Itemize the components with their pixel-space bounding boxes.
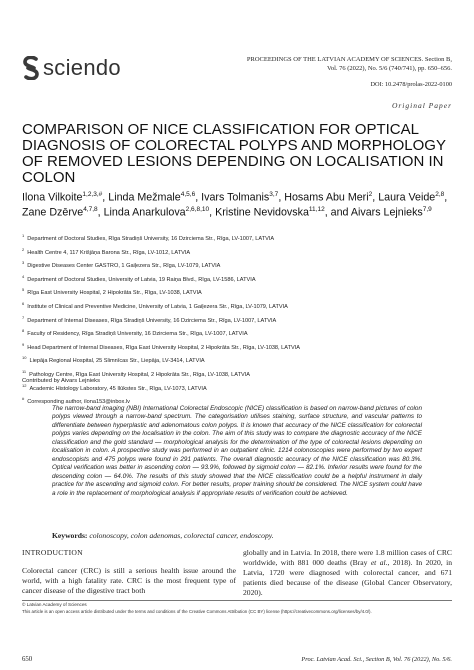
affiliation-number: 8	[22, 328, 25, 334]
journal-citation	[222, 55, 452, 73]
affiliation-item	[22, 245, 462, 259]
author-name: Zane Dzērve	[22, 206, 84, 219]
keywords	[52, 531, 422, 540]
author-list: Ilona Vilkoite$^{1,2,3,\#}$, Linda Mežmale$^{4,5,6}$, Ivars Tolmanis$^{3,7}$, Hosams Abu Meri$^2$, Laura Veide$^{2,8}$, Zane Dzērve$^{4,7,8}$, Linda Anarkulova$^{2,6,8,10}$, Kristine Nevidovska$^{11,12}$, and Aivars Lejnieks$^{7,9}$	[22, 191, 448, 219]
author-affiliation-marker: 3,7	[269, 191, 279, 198]
section-heading-introduction: INTRODUCTION	[22, 548, 83, 557]
affiliation-text: Rīga East University Hospital, 2 Hipokrāta Str., Rīga, LV-1038, LATVIA	[27, 290, 202, 297]
affiliation-text: Department of Doctoral Studies, Rīga Stradiņš University, 16 Dzirciema Str., Rīga, LV-1007, LATVIA	[27, 235, 275, 242]
author-name: Ivars Tolmanis	[201, 191, 270, 204]
affiliation-number: 7	[22, 314, 25, 320]
affiliation-text: Department of Internal Diseases, Rīga Stradiņš University, 16 Dzirciema Str., Rīga, LV-1007, LATVIA	[27, 317, 277, 324]
footnote-divider	[22, 600, 452, 601]
affiliation-item	[22, 272, 462, 286]
running-footer: Proc. Latvian Acad. Sci., Section B, Vol. 76 (2022), No. 5/6.	[301, 656, 452, 663]
affiliation-number: 12	[22, 382, 27, 388]
author-affiliation-marker: 2	[368, 191, 373, 198]
affiliation-item	[22, 285, 462, 299]
affiliation-number: 4	[22, 273, 25, 279]
author-affiliation-marker: 4,7,8	[83, 206, 98, 214]
affiliation-text: Digestive Diseases Center GASTRO, 1 Gaiļezera Str., Rīga, LV-1079, LATVIA	[27, 263, 221, 270]
keywords-label: Keywords:	[52, 531, 88, 540]
sciendo-s-logo-icon	[22, 56, 40, 80]
author-affiliation-marker: 4,5,6	[180, 191, 196, 198]
author-affiliation-marker: 11,12	[308, 206, 325, 214]
affiliation-text: Department of Doctoral Studies, University of Latvia, 19 Raiņa Blvd., Rīga, LV-1586, LATVIA	[27, 276, 256, 283]
affiliation-number: 3	[22, 260, 25, 266]
author-affiliation-marker: 1,2,3,#	[82, 191, 103, 198]
affiliation-number: 1	[22, 233, 25, 238]
affiliation-number: 2	[22, 246, 25, 252]
contributed-by: Contributed by Aivars Lejnieks	[22, 378, 100, 384]
affiliation-text: Faculty of Residency, Rīga Stradiņš University, 16 Dzirciema Str., Rīga, LV-1007, LATVIA	[27, 331, 248, 338]
affiliation-number: 10	[22, 355, 27, 361]
affiliation-text: Head Department of Internal Diseases, Rīga East University Hospital, 2 Hipokrāta Str., Rīga, LV-1038, LATVIA	[27, 344, 301, 351]
intro-text-right-column: globally and in Latvia. In 2018, there were 1.8 million cases of CRC worldwide, with 881 000 deaths (Bray et al., 2018). In 2020, in Latvia, 1720 were diagnosed with colorectal cancer, and 671 patients died because of the disease (Global Cancer Observatory, 2020).	[243, 548, 452, 598]
paper-title: COMPARISON OF NICE CLASSIFICATION FOR OPTICAL DIAGNOSIS OF COLORECTAL POLYPS AND MORPHOLOGY OF REMOVED LESIONS DEPENDING ON LOCALISATION IN COLON	[22, 121, 446, 186]
affiliation-item	[22, 326, 462, 340]
affiliation-text: Corresponding author, ilona153@inbox.lv	[27, 399, 130, 406]
author-name: and Aivars Lejnieks	[330, 206, 423, 219]
author-name: Ilona Vilkoite	[22, 191, 83, 204]
abstract: The narrow-band imaging (NBI) International Colorectal Endoscopic (NICE) classification is based on narrow-band pictures of colon polyps viewed through a narrow-band spectrum. The categorisation utilises staining, surface structure, and vascular patterns to differentiate between hyperplastic and adenomatous colon polyps. It is known that accuracy of the NICE classification for colorectal polyps varies depending on the localisation in the colon. The aim of this study was to compare the diagnostic accuracy of the NICE classification and the gold standard — morphological analysis for the determination of the type of colorectal lesions depending on localisation in colon. A prospective study was performed in an outpatient clinic. 1214 colonoscopies were performed by two expert endoscopists and 475 polyps were found in 291 patients. The overall diagnostic accuracy of the NICE classification was 80.3%. Optical verification was better in ascending colon — 93.9%, followed by sigmoid colon — 82.1%. Inferior results were found for the descending colon — 64.0%. The results of this study showed that the NICE classification could be a helpful instrument in daily practice for the ascending and sigmoid colon. For better results, proper training should be considered. The NICE system could have a role in the replacement of morphological analysis if appropriate results of verification could be achieved.	[52, 405, 422, 497]
author-name: Laura Veide	[378, 191, 436, 204]
affiliation-number: #	[22, 396, 25, 402]
license-notice: This article is an open access article distributed under the terms and conditions of the Creative Commons Attribution (CC BY) license (https://creativecommons.org/licenses/by/4.0/).	[22, 609, 372, 614]
author-name: Linda Anarkulova	[103, 206, 186, 219]
affiliation-text: Academic Histology Laboratory, 45 Ilūkstes Str., Rīga, LV-1073, LATVIA	[29, 385, 207, 392]
author-affiliation-marker: 2,8	[435, 191, 445, 198]
affiliation-number: 9	[22, 341, 25, 347]
affiliation-number: 5	[22, 287, 25, 293]
affiliation-item	[22, 258, 462, 272]
affiliation-text: Institute of Clinical and Preventive Medicine, University of Latvia, 1 Gaiļezera Str., Rīga, LV-1079, LATVIA	[27, 303, 288, 310]
affiliation-number: 6	[22, 301, 25, 307]
affiliation-text: Pathology Centre, Rīga East University Hospital, 2 Hipokrāta Str., Rīga, LV-1038, LATVIA	[29, 371, 251, 378]
author-name: Hosams Abu Meri	[284, 191, 369, 204]
affiliation-item	[22, 299, 462, 313]
author-affiliation-marker: 2,6,8,10	[185, 206, 210, 214]
article-type: Original Paper	[391, 101, 452, 110]
journal-line-1: PROCEEDINGS OF THE LATVIAN ACADEMY OF SCIENCES. Section B,	[246, 56, 452, 63]
affiliation-item	[22, 313, 462, 327]
keywords-text: colonoscopy, colon adenomas, colorectal cancer, endoscopy.	[89, 531, 274, 540]
author-name: Linda Mežmale	[108, 191, 181, 204]
affiliation-item	[22, 353, 462, 367]
publisher-logo	[22, 55, 121, 81]
author-affiliation-marker: 7,9	[422, 206, 432, 214]
affiliation-text: Liepāja Regional Hospital, 25 Slimnīcas Str., Liepāja, LV-3414, LATVIA	[29, 358, 205, 365]
journal-line-2: Vol. 76 (2022), No. 5/6 (740/741), pp. 650–656.	[326, 65, 452, 72]
affiliation-item	[22, 231, 462, 245]
author-name: Kristine Nevidovska	[215, 206, 309, 219]
affiliation-item	[22, 340, 462, 354]
copyright-notice: © Latvian Academy of Sciences	[22, 602, 87, 607]
doi[interactable]: DOI: 10.2478/prolas-2022-0100	[370, 81, 452, 88]
page-number: 650	[22, 656, 33, 663]
publisher-name: sciendo	[43, 55, 121, 80]
affiliation-number: 11	[22, 369, 27, 375]
intro-text-left-column: Colorectal cancer (CRC) is still a serious health issue around the world, with a high fatality rate. CRC is the most frequent type of cancer disease of the digestive tract both	[22, 566, 236, 596]
affiliation-text: Health Centre 4, 117 Krišjāņa Barona Str., Rīga, LV-1012, LATVIA	[27, 249, 191, 256]
